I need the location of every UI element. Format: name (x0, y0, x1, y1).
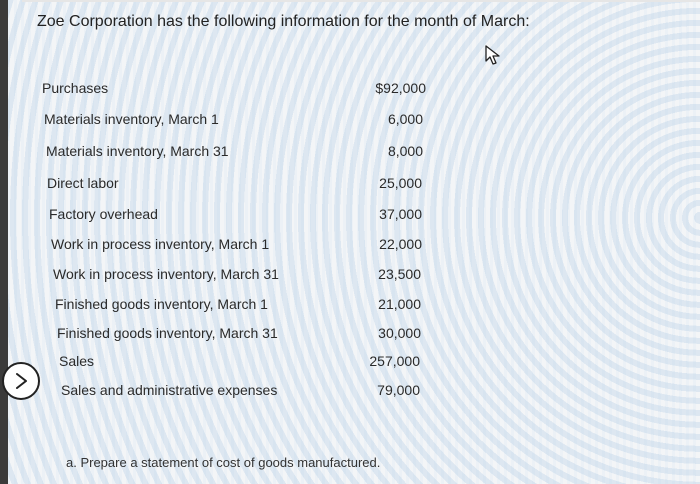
problem-heading: Zoe Corporation has the following information for the month of March: (37, 13, 530, 30)
row-value: 30,000 (378, 325, 421, 341)
row-value: 21,000 (378, 296, 421, 312)
mouse-pointer-icon (484, 44, 502, 66)
row-label: Sales (59, 353, 95, 369)
table-row (42, 80, 432, 102)
row-value: 23,500 (378, 266, 421, 282)
table-row (46, 143, 436, 165)
row-value: 8,000 (387, 143, 423, 159)
table-row (53, 266, 443, 288)
table-row (61, 382, 451, 404)
row-value: 22,000 (379, 236, 422, 252)
row-label: Work in process inventory, March 31 (53, 266, 279, 282)
row-value: 37,000 (379, 206, 422, 222)
row-label: Finished goods inventory, March 1 (55, 296, 268, 312)
table-row (49, 206, 439, 228)
row-label: Sales and administrative expenses (61, 382, 278, 398)
table-row (59, 353, 449, 375)
table-row (51, 236, 441, 258)
instruction-text: a. Prepare a statement of cost of goods manufactured. (66, 455, 381, 470)
row-value: $92,000 (375, 80, 426, 96)
table-row (47, 175, 437, 197)
row-label: Purchases (42, 80, 109, 96)
row-value: 257,000 (369, 353, 420, 369)
row-label: Direct labor (47, 175, 119, 191)
row-label: Work in process inventory, March 1 (51, 236, 270, 252)
row-value: 6,000 (387, 111, 423, 127)
table-row (44, 111, 434, 133)
row-label: Factory overhead (49, 206, 158, 222)
next-button[interactable] (2, 362, 40, 400)
row-value: 25,000 (379, 175, 422, 191)
row-value: 79,000 (377, 382, 420, 398)
top-divider (22, 0, 700, 2)
chevron-right-icon (13, 372, 31, 390)
row-label: Materials inventory, March 1 (44, 111, 219, 127)
table-row (55, 296, 445, 318)
left-border (0, 0, 8, 484)
row-label: Finished goods inventory, March 31 (57, 325, 278, 341)
row-label: Materials inventory, March 31 (46, 143, 229, 159)
table-row (57, 325, 447, 347)
